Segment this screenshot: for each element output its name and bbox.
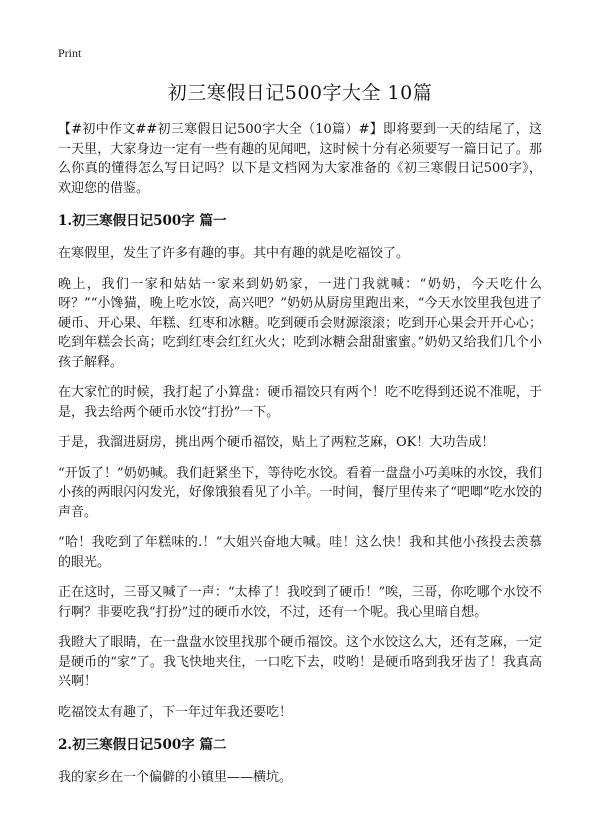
- document-title: 初三寒假日记500字大全 10篇: [167, 82, 433, 104]
- paragraph: 我的家乡在一个偏僻的小镇里——横坑。: [58, 770, 293, 785]
- section-heading-1: 1.初三寒假日记500字 篇一: [58, 213, 227, 229]
- section-heading-2: 2.初三寒假日记500字 篇二: [58, 737, 227, 753]
- paragraph: “哈！我吃到了年糕味的.！”大姐兴奋地大喊。哇！这么快！我和其他小孩投去羡慕的眼光。: [58, 535, 542, 570]
- paragraph: 吃福饺太有趣了，下一年过年我还要吃！: [58, 704, 293, 720]
- paragraph: 在寒假里，发生了许多有趣的事。其中有趣的就是吃福饺了。: [58, 246, 410, 261]
- paragraph: 正在这时，三哥又喊了一声：“太棒了！我咬到了硬币！”唉，三哥，你吃哪个水饺不行啊？非要吃我“打扮”过的硬币水饺，不过，还有一个呢。我心里暗自想。: [58, 585, 542, 620]
- document-body: [58, 120, 542, 799]
- paragraph: 在大家忙的时候，我打起了小算盘：硬币福饺只有两个！吃不吃得到还说不准呢，于是，我去给两个硬币水饺“打扮”一下。: [58, 385, 542, 420]
- paragraph: “开饭了！”奶奶喊。我们赶紧坐下，等待吃水饺。看着一盘盘小巧美味的水饺，我们小孩的两眼闪闪发光，好像饿狼看见了小羊。一时间，餐厅里传来了“吧唧”吃水饺的声音。: [58, 465, 542, 520]
- print-link[interactable]: Print: [58, 46, 82, 60]
- intro-paragraph: 【#初中作文##初三寒假日记500字大全（10篇）#】即将要到一天的结尾了，这一天里，大家身边一定有一些有趣的见闻吧，这时候十分有必须要写一篇日记了。那么你真的懂得怎么写日记吗？以下是文档网为大家准备的《初三寒假日记500字》，欢迎您的借鉴。: [58, 122, 542, 196]
- paragraph: 我瞪大了眼睛，在一盘盘水饺里找那个硬币福饺。这个水饺这么大，还有芝麻，一定是硬币的“家”了。我飞快地夹住，一口吃下去，哎哟！是硬币咯到我牙齿了！我真高兴啊！: [58, 635, 542, 689]
- paragraph: 晚上，我们一家和姑姑一家来到奶奶家，一进门我就喊：“奶奶，今天吃什么呀？”“小馋猫，晚上吃水饺，高兴吧？”奶奶从厨房里跑出来，“今天水饺里我包进了硬币、开心果、年糕、红枣和冰糖。吃到硬币会财源滚滚；吃到开心果会开开心心；吃到年糕会长高；吃到红枣会红红火火；吃到冰糖会甜甜蜜蜜。”奶奶又给我们几个小孩子解释。: [58, 276, 542, 370]
- paragraph: 于是，我溜进厨房，挑出两个硬币福饺，贴上了两粒芝麻，OK！大功告成！: [58, 435, 495, 450]
